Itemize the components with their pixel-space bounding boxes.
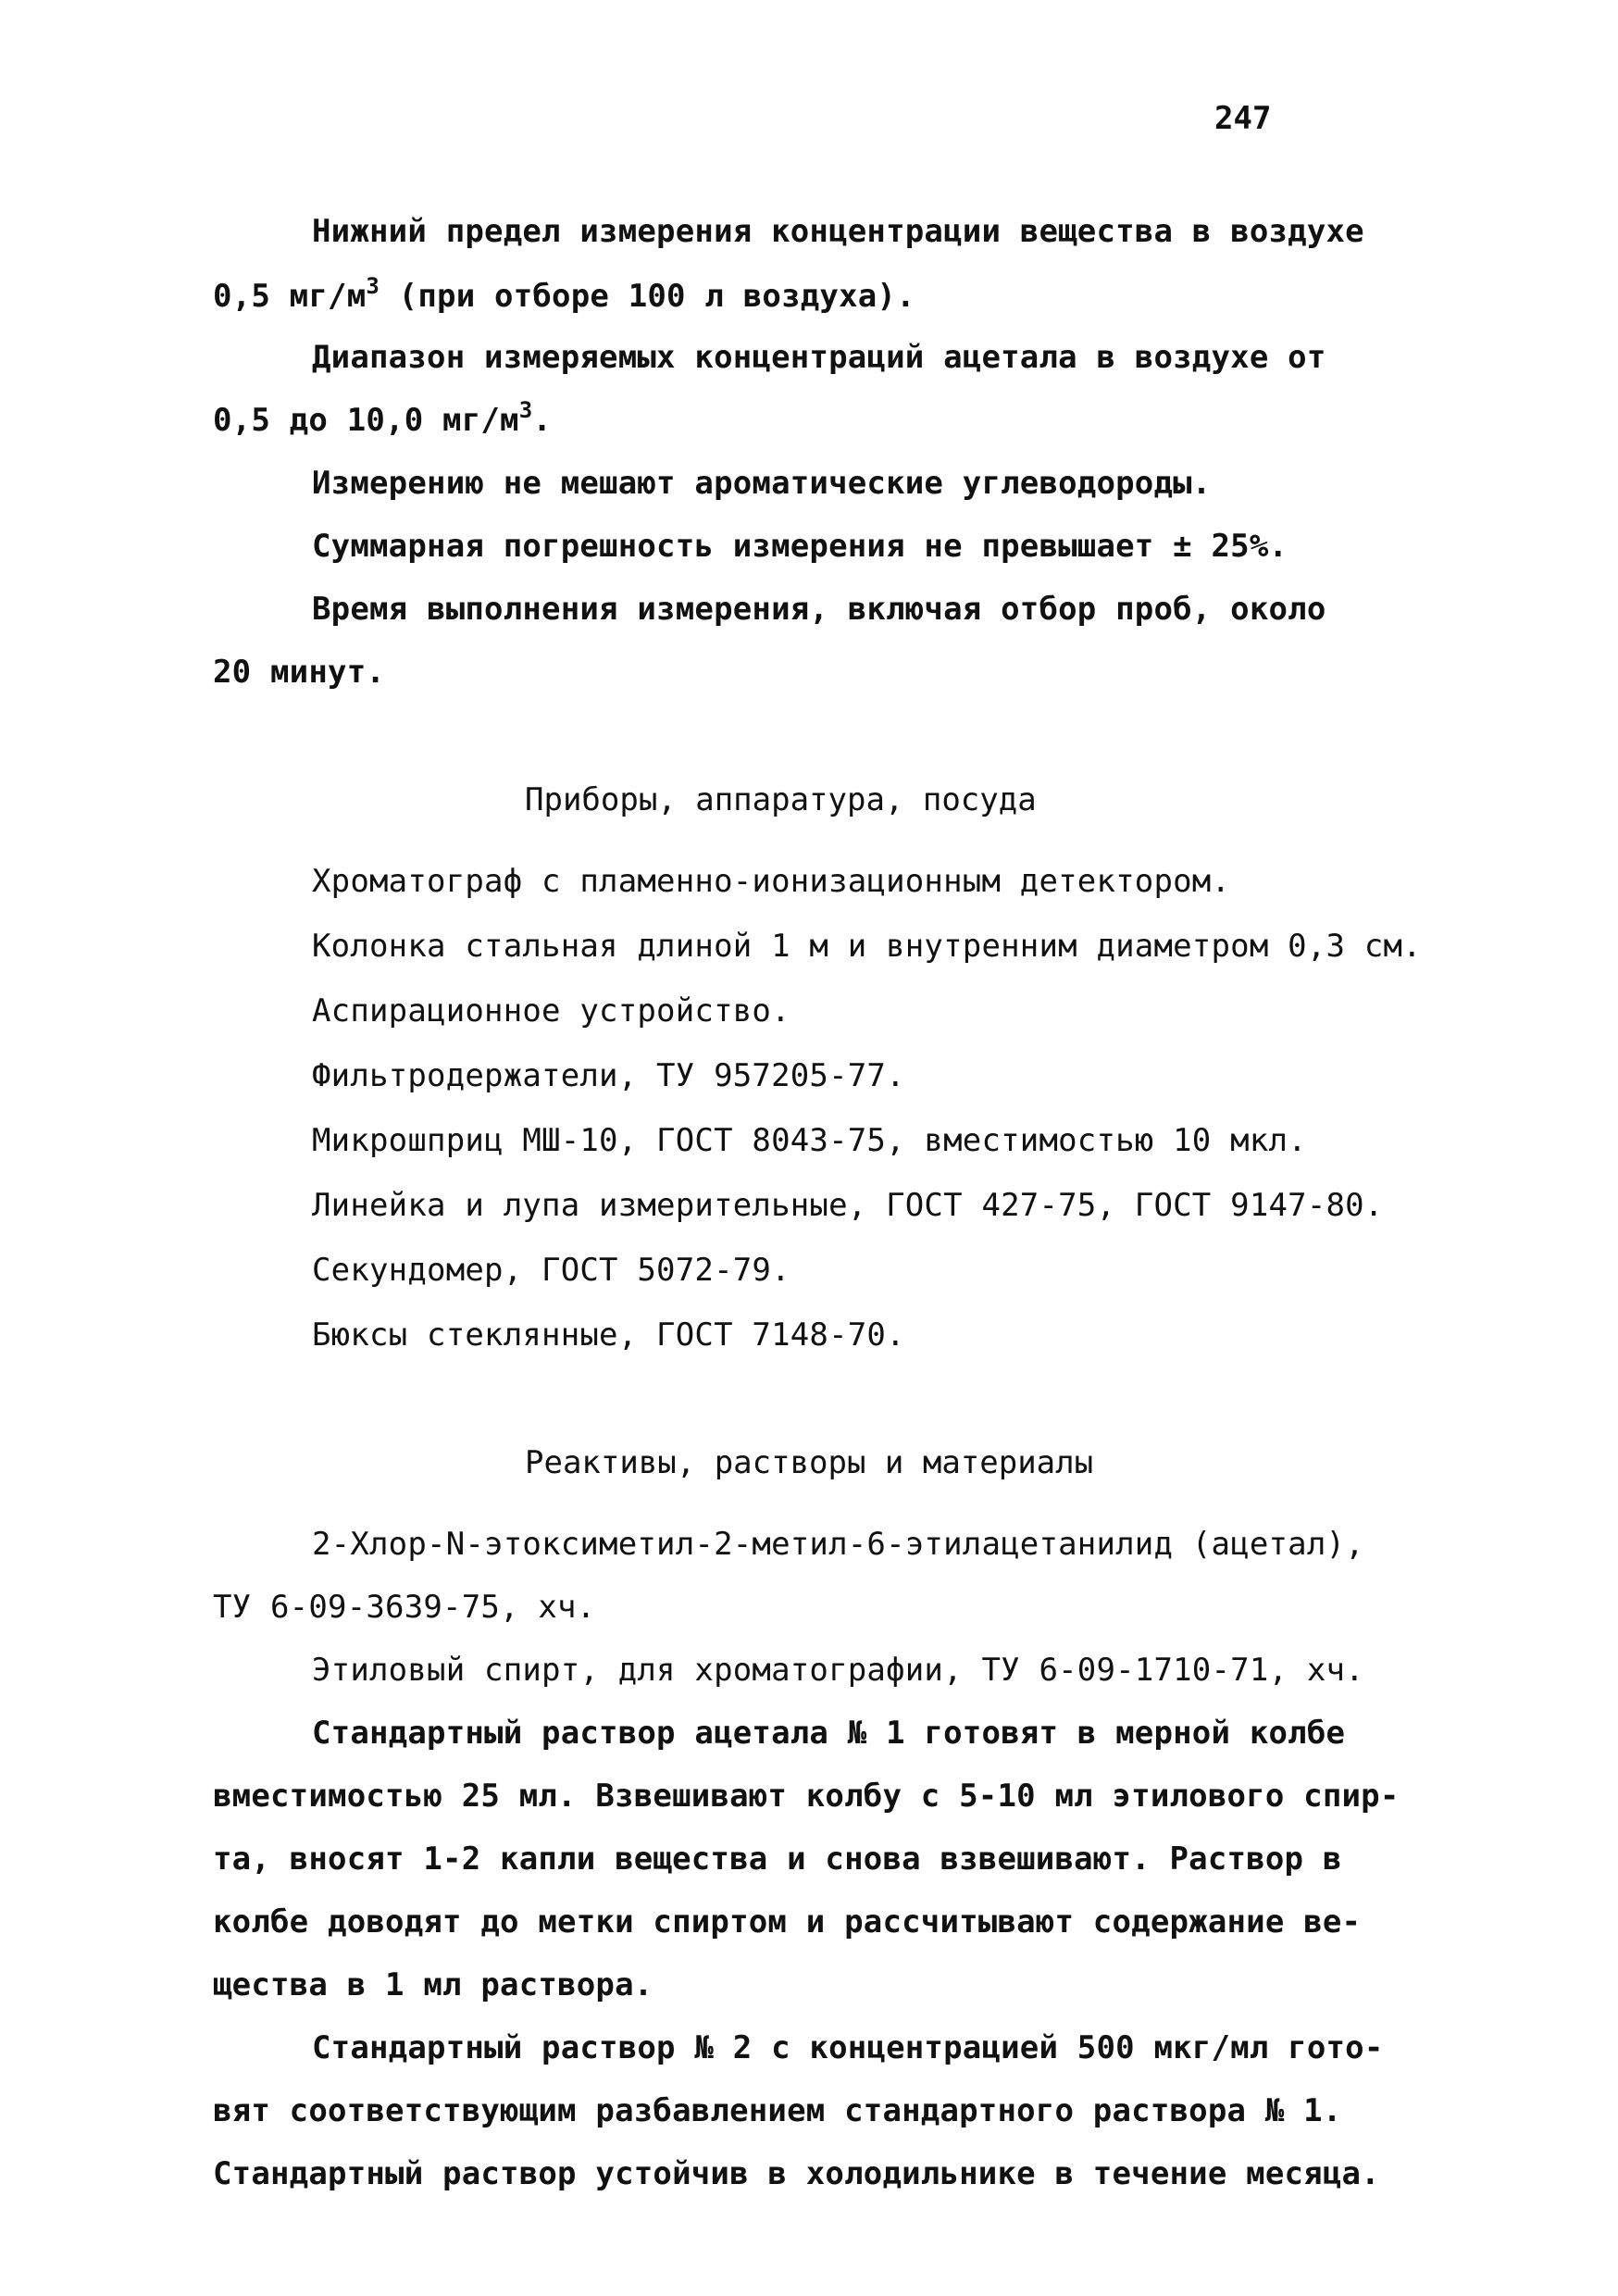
intro-line: Измерению не мешают ароматические углеводороды. [312,465,1212,502]
reagent-line: Стандартный раствор № 2 с концентрацией 500 мкг/мл гото- [312,2029,1384,2066]
intro-line [213,397,553,441]
intro-text: (при отборе 100 л воздуха). [380,278,915,315]
intro-line: 20 минут. [213,654,386,691]
reagent-line: та, вносят 1-2 капли вещества и снова взвешивают. Раствор в [213,1841,1342,1878]
list-item: Аспирационное устройство. [312,992,790,1029]
reagent-line: Этиловый спирт, для хроматографии, ТУ 6-09-1710-71, хч. [312,1652,1364,1689]
list-item: Секундомер, ГОСТ 5072-79. [312,1252,790,1289]
intro-text: 0,5 мг/м [213,278,367,315]
intro-text: 0,5 до 10,0 мг/м [213,402,519,439]
intro-text: . [532,402,553,439]
section-heading: Приборы, аппаратура, посуда [525,781,1037,818]
list-item: Колонка стальная длиной 1 м и внутренним диаметром 0,3 см. [312,928,1422,965]
list-item: Фильтродержатели, ТУ 957205-77. [312,1057,905,1094]
intro-line: Суммарная погрешность измерения не превышает ± 25%. [312,528,1288,565]
reagent-line: вят соответствующим разбавлением стандартного раствора № 1. [213,2092,1342,2129]
section-heading: Реактивы, растворы и материалы [525,1444,1094,1481]
reagent-line: Стандартный раствор ацетала № 1 готовят в мерной колбе [312,1715,1346,1752]
reagent-line: Стандартный раствор устойчив в холодильнике в течение месяца. [213,2155,1380,2192]
intro-line: Диапазон измеряемых концентраций ацетала в воздухе от [312,339,1326,376]
intro-line [213,273,915,317]
list-item: Бюксы стеклянные, ГОСТ 7148-70. [312,1316,905,1354]
list-item: Микрошприц МШ-10, ГОСТ 8043-75, вместимостью 10 мкл. [312,1122,1307,1159]
superscript: 3 [518,397,533,423]
reagent-line: колбе доводят до метки спиртом и рассчитывают содержание ве- [213,1903,1362,1940]
superscript: 3 [366,273,380,299]
intro-line: Время выполнения измерения, включая отбор проб, около [312,591,1326,628]
page-number: 247 [1214,100,1272,137]
reagent-line: 2-Хлор-N-этоксиметил-2-метил-6-этилацетанилид (ацетал), [312,1526,1364,1563]
reagent-line: вместимостью 25 мл. Взвешивают колбу с 5-10 мл этилового спир- [213,1778,1400,1815]
reagent-line: ТУ 6-09-3639-75, хч. [213,1589,596,1626]
list-item: Хроматограф с пламенно-ионизационным детектором. [312,863,1231,900]
reagent-line: щества в 1 мл раствора. [213,1966,653,2003]
intro-line: Нижний предел измерения концентрации вещества в воздухе [312,213,1364,250]
list-item: Линейка и лупа измерительные, ГОСТ 427-75, ГОСТ 9147-80. [312,1187,1384,1224]
